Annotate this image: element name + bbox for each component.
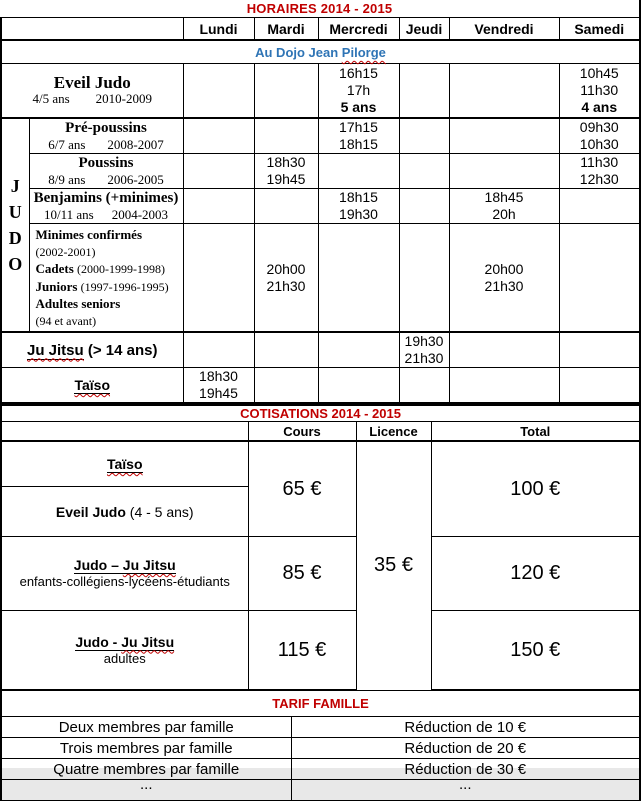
empty-slot [399, 118, 449, 154]
cotisations-table [0, 404, 641, 691]
label-jujitsu: Ju Jitsu [121, 633, 175, 650]
cotisations-header-row [1, 422, 640, 442]
group1-cours-price: 65 € [248, 441, 356, 537]
empty-slot [449, 368, 559, 404]
juniors-name: Juniors [35, 278, 81, 294]
horaires-table [0, 17, 641, 404]
row-ju-jitsu [1, 332, 640, 368]
enfants-total-price: 120 € [431, 537, 640, 611]
minimes-mardi-times [254, 224, 318, 333]
adultes-total-price: 150 € [431, 611, 640, 691]
empty-slot [399, 224, 449, 333]
judo-vertical-label [1, 118, 29, 332]
time: 21h30 [404, 350, 444, 366]
header-cours: Cours [248, 422, 356, 442]
empty-slot [559, 332, 640, 368]
prepoussins-mercredi-times [318, 118, 399, 154]
cadets-name: Cadets [35, 261, 78, 276]
juniors-years: (1997-1996-1995) [80, 279, 169, 294]
tarif-value: Réduction de 10 € [291, 717, 640, 738]
empty-slot [183, 189, 254, 224]
empty-slot [254, 332, 318, 368]
day-header-samedi: Samedi [559, 18, 640, 41]
row-pre-poussins [1, 118, 640, 154]
judo-letter: J [10, 176, 20, 196]
tarif-label: Deux membres par famille [1, 717, 291, 738]
minimes-years: (2002-2001) [35, 244, 96, 259]
time: 17h [346, 82, 371, 98]
time: 11h30 [580, 82, 619, 98]
tarif-value: Réduction de 30 € [291, 759, 640, 780]
tarif-row-deux-membres [1, 717, 640, 738]
time: 10h30 [579, 136, 619, 152]
header-licence: Licence [356, 422, 431, 442]
years: 2008-2007 [107, 136, 164, 152]
label-prefix: Judo – [73, 557, 123, 573]
poussins-label-cell [29, 154, 183, 189]
time: 18h30 [199, 368, 238, 384]
age: 6/7 ans [48, 136, 86, 152]
row-cotisation-adultes [1, 611, 640, 691]
minimes-label-cell [29, 224, 183, 333]
cotisation-adultes-sublabel: adultes [103, 650, 146, 666]
time: 10h45 [579, 65, 619, 81]
time: 19h45 [199, 385, 238, 401]
row-taiso [1, 368, 640, 404]
age: 10/11 ans [43, 206, 94, 222]
time: 20h00 [266, 260, 306, 277]
tarif-famille-table [0, 691, 641, 801]
corner-cell [1, 422, 248, 442]
cotisation-adultes-label [75, 634, 174, 651]
jujitsu-label-cell [1, 332, 183, 368]
time: 16h15 [339, 65, 378, 81]
empty-slot [399, 64, 449, 119]
location-text [255, 45, 386, 60]
location-prefix: Au Dojo Jean [255, 45, 342, 60]
empty-slot [399, 368, 449, 404]
poussins-age-years [30, 172, 183, 188]
tarif-label: Trois membres par famille [1, 738, 291, 759]
cotisation-taiso-label-cell [1, 441, 248, 487]
empty-slot [559, 368, 640, 404]
time: 19h45 [266, 171, 306, 187]
eveil-mercredi-note: 5 ans [340, 99, 377, 115]
minimes-name: Minimes confirmés [35, 227, 143, 242]
cotisation-enfants-label [74, 557, 176, 574]
time: 18h45 [484, 189, 524, 205]
cotisation-enfants-label-cell [1, 537, 248, 611]
adultes-cours-price: 115 € [248, 611, 356, 691]
time: 19h30 [404, 333, 444, 349]
tarif-value: ... [291, 780, 640, 801]
judo-letter: D [8, 228, 22, 248]
empty-slot [183, 224, 254, 333]
time: 11h30 [580, 154, 619, 170]
day-header-mercredi: Mercredi [318, 18, 399, 41]
prepoussins-label-cell [29, 118, 183, 154]
time: 18h30 [266, 154, 306, 170]
cotisations-title-row [1, 405, 640, 422]
eveil-years: 2010-2009 [95, 91, 153, 106]
empty-slot [318, 154, 399, 189]
eveil-label-cell [1, 64, 183, 119]
poussins-samedi-times [559, 154, 640, 189]
poussins-name: Poussins [78, 154, 134, 171]
empty-slot [399, 189, 449, 224]
tarif-label: Quatre membres par famille [1, 759, 291, 780]
benjamins-vendredi-times [449, 189, 559, 224]
cotisations-title: COTISATIONS 2014 - 2015 [1, 405, 640, 422]
cotisation-eveil-age: (4 - 5 ans) [125, 503, 194, 520]
tarif-row-partial [1, 780, 640, 801]
empty-slot [449, 64, 559, 119]
empty-slot [449, 154, 559, 189]
empty-slot [449, 332, 559, 368]
cadets-years: (2000-1999-1998) [77, 262, 166, 276]
cotisation-eveil-label-cell [1, 487, 248, 537]
day-header-jeudi: Jeudi [399, 18, 449, 41]
licence-fee: 35 € [356, 441, 431, 690]
day-header-vendredi: Vendredi [449, 18, 559, 41]
eveil-name: Eveil Judo [53, 73, 131, 92]
tarif-row-quatre-membres [1, 759, 640, 780]
empty-slot [183, 118, 254, 154]
empty-slot [559, 224, 640, 333]
benjamins-label-cell [29, 189, 183, 224]
benjamins-age-years [30, 207, 183, 223]
eveil-age: 4/5 ans [32, 91, 70, 106]
taiso-name: Taïso [74, 377, 111, 393]
prepoussins-name: Pré-poussins [65, 119, 147, 136]
empty-slot [254, 189, 318, 224]
jujitsu-jeudi-times [399, 332, 449, 368]
adultes-seniors-name: Adultes seniors [35, 296, 121, 311]
corner-cell [1, 18, 183, 41]
years: 2006-2005 [107, 171, 164, 187]
time: 21h30 [266, 277, 306, 294]
taiso-label-cell [1, 368, 183, 404]
time: 19h30 [339, 206, 378, 222]
group1-total-price: 100 € [431, 441, 640, 537]
time: 18h15 [339, 136, 378, 152]
jujitsu-age: (> 14 ans) [83, 341, 158, 359]
empty-slot [254, 118, 318, 154]
label-prefix: Judo - [75, 633, 122, 650]
tarif-famille-title-row [1, 691, 640, 717]
row-poussins [1, 154, 640, 189]
prepoussins-samedi-times [559, 118, 640, 154]
empty-slot [559, 189, 640, 224]
tarif-famille-title: TARIF FAMILLE [1, 691, 640, 717]
empty-slot [254, 64, 318, 119]
row-benjamins [1, 189, 640, 224]
eveil-age-years [2, 91, 183, 107]
age: 8/9 ans [48, 171, 86, 187]
time: 21h30 [484, 277, 524, 294]
poussins-mardi-times [254, 154, 318, 189]
day-header-lundi: Lundi [183, 18, 254, 41]
benjamins-name: Benjamins (+minimes) [33, 189, 179, 206]
time: 17h15 [339, 119, 378, 135]
judo-letter: O [8, 254, 23, 274]
minimes-vendredi-times [449, 224, 559, 333]
row-cotisation-taiso [1, 441, 640, 487]
cotisation-eveil-label: Eveil Judo [55, 503, 126, 520]
empty-slot [183, 332, 254, 368]
jujitsu-label [27, 342, 157, 360]
empty-slot [183, 154, 254, 189]
row-minimes-cadets-juniors-adultes [1, 224, 640, 333]
label-jujitsu: Ju Jitsu [122, 557, 176, 573]
time: 20h [492, 206, 516, 222]
tarif-value: Réduction de 20 € [291, 738, 640, 759]
tarif-row-trois-membres [1, 738, 640, 759]
adultes-seniors-years: (94 et avant) [35, 313, 97, 328]
cotisation-adultes-label-cell [1, 611, 248, 691]
time: 18h15 [339, 189, 378, 205]
day-header-mardi: Mardi [254, 18, 318, 41]
taiso-lundi-times [183, 368, 254, 404]
eveil-samedi-times [559, 64, 640, 119]
row-cotisation-enfants [1, 537, 640, 611]
eveil-mercredi-times [318, 64, 399, 119]
eveil-samedi-note: 4 ans [581, 99, 618, 115]
empty-slot [318, 332, 399, 368]
empty-slot [183, 64, 254, 119]
empty-slot [318, 224, 399, 333]
enfants-cours-price: 85 € [248, 537, 356, 611]
cotisation-enfants-sublabel: enfants-collégiens-lycéens-étudiants [19, 574, 230, 589]
location-cell [1, 40, 640, 64]
time: 12h30 [579, 171, 619, 187]
row-eveil-judo [1, 64, 640, 119]
location-row [1, 40, 640, 64]
horaires-title: HORAIRES 2014 - 2015 [246, 1, 393, 16]
empty-slot [399, 154, 449, 189]
time: 09h30 [579, 119, 619, 135]
time: 20h00 [484, 260, 524, 277]
tarif-label: ... [1, 780, 291, 801]
header-total: Total [431, 422, 640, 442]
day-header-row [1, 18, 640, 41]
years: 2004-2003 [111, 206, 169, 222]
benjamins-mercredi-times [318, 189, 399, 224]
empty-slot [254, 368, 318, 404]
prepoussins-age-years [30, 137, 183, 153]
empty-slot [318, 368, 399, 404]
location-name: Pilorge [341, 45, 386, 60]
empty-slot [449, 118, 559, 154]
jujitsu-name: Ju Jitsu [27, 341, 84, 359]
cotisation-taiso-label: Taïso [106, 456, 143, 472]
judo-letter: U [8, 202, 22, 222]
